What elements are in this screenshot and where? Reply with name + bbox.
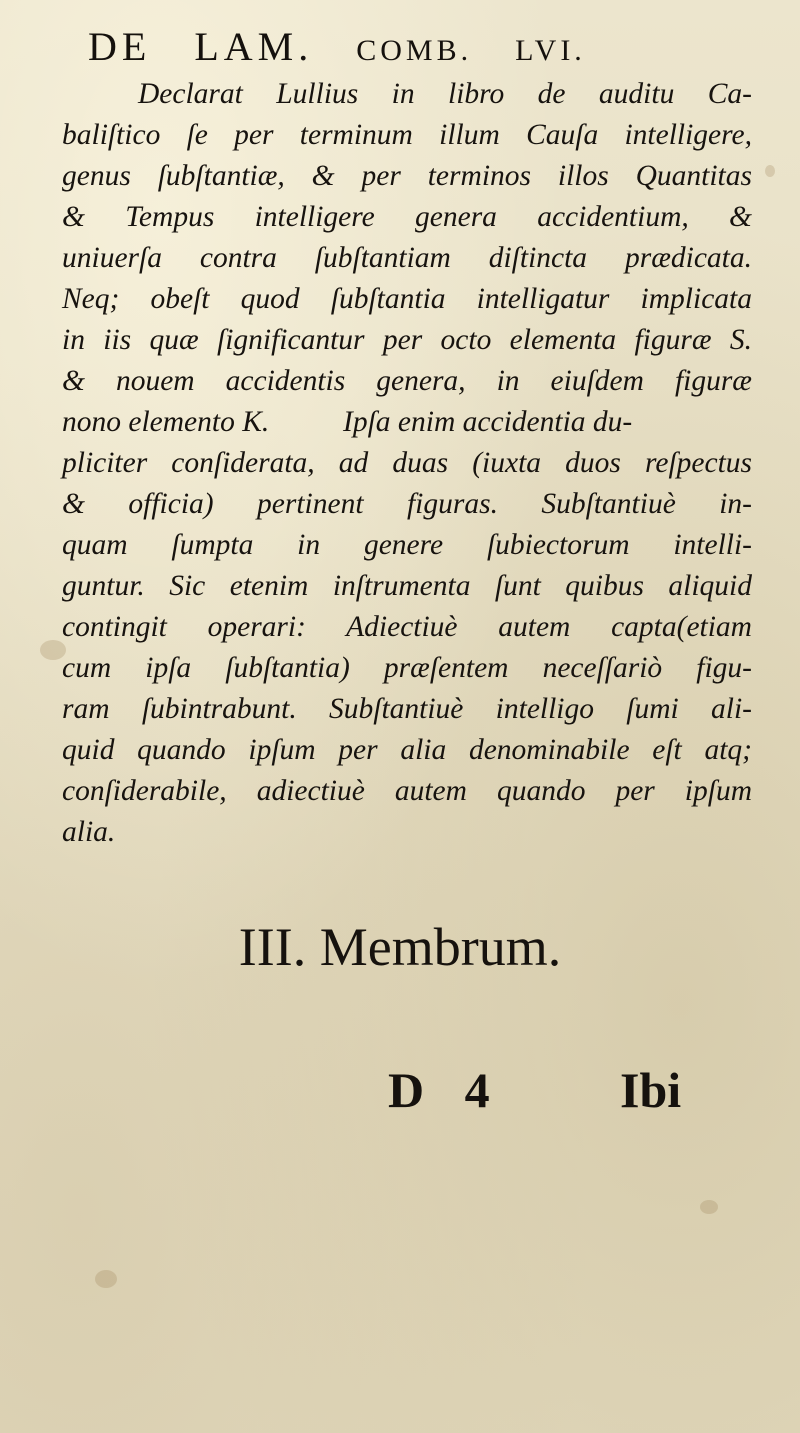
text-line: Declarat Lullius in libro de auditu Ca- bbox=[138, 78, 752, 110]
text-line: guntur. Sic etenim inſtrumenta ſunt quibus aliquid bbox=[62, 570, 752, 602]
paper-stain bbox=[765, 165, 775, 177]
text-line: in iis quæ ſignificantur per octo elementa figuræ S. bbox=[62, 324, 752, 356]
text-line: uniuerſa contra ſubſtantiam diſtincta prædicata. bbox=[62, 242, 752, 274]
running-head-folio: LVI. bbox=[515, 34, 586, 67]
text-line: conſiderabile, adiectiuè autem quando per ipſum bbox=[62, 775, 752, 807]
text-line: Neq; obeſt quod ſubſtantia intelligatur implicata bbox=[62, 283, 752, 315]
text-line: baliſtico ſe per terminum illum Cauſa intelligere, bbox=[62, 119, 752, 151]
text-line: quam ſumpta in genere ſubiectorum intelli- bbox=[62, 529, 752, 561]
text-line: cum ipſa ſubſtantia) præſentem neceſſariò figu- bbox=[62, 652, 752, 684]
text-line: & Tempus intelligere genera accidentium, & bbox=[62, 201, 752, 233]
text-line: ram ſubintrabunt. Subſtantiuè intelligo ſumi ali- bbox=[62, 693, 752, 725]
text-line: quid quando ipſum per alia denominabile eſt atq; bbox=[62, 734, 752, 766]
text-line: nono elemento K. Ipſa enim accidentia du- bbox=[62, 406, 633, 438]
running-head-lam: LAM. bbox=[194, 24, 314, 69]
running-head-de: DE bbox=[88, 24, 152, 69]
running-head bbox=[88, 22, 648, 72]
section-heading: III. Membrum. bbox=[238, 917, 562, 977]
catchword: Ibi bbox=[620, 1062, 682, 1118]
running-head-comb: COMB. bbox=[356, 34, 473, 67]
paper-stain bbox=[95, 1270, 117, 1288]
text-line: & officia) pertinent figuras. Subſtantiuè in- bbox=[62, 488, 752, 520]
body-paragraph bbox=[62, 74, 752, 853]
text-line: & nouem accidentis genera, in eiuſdem figuræ bbox=[62, 365, 752, 397]
text-line: genus ſubſtantiæ, & per terminos illos Quantitas bbox=[62, 160, 752, 192]
text-line: contingit operari: Adiectiuè autem capta(etiam bbox=[62, 611, 752, 643]
text-line: alia. bbox=[62, 816, 116, 848]
signature-mark: D 4 bbox=[388, 1062, 504, 1118]
text-line: pliciter conſiderata, ad duas (iuxta duos reſpectus bbox=[62, 447, 752, 479]
paper-stain bbox=[700, 1200, 718, 1214]
